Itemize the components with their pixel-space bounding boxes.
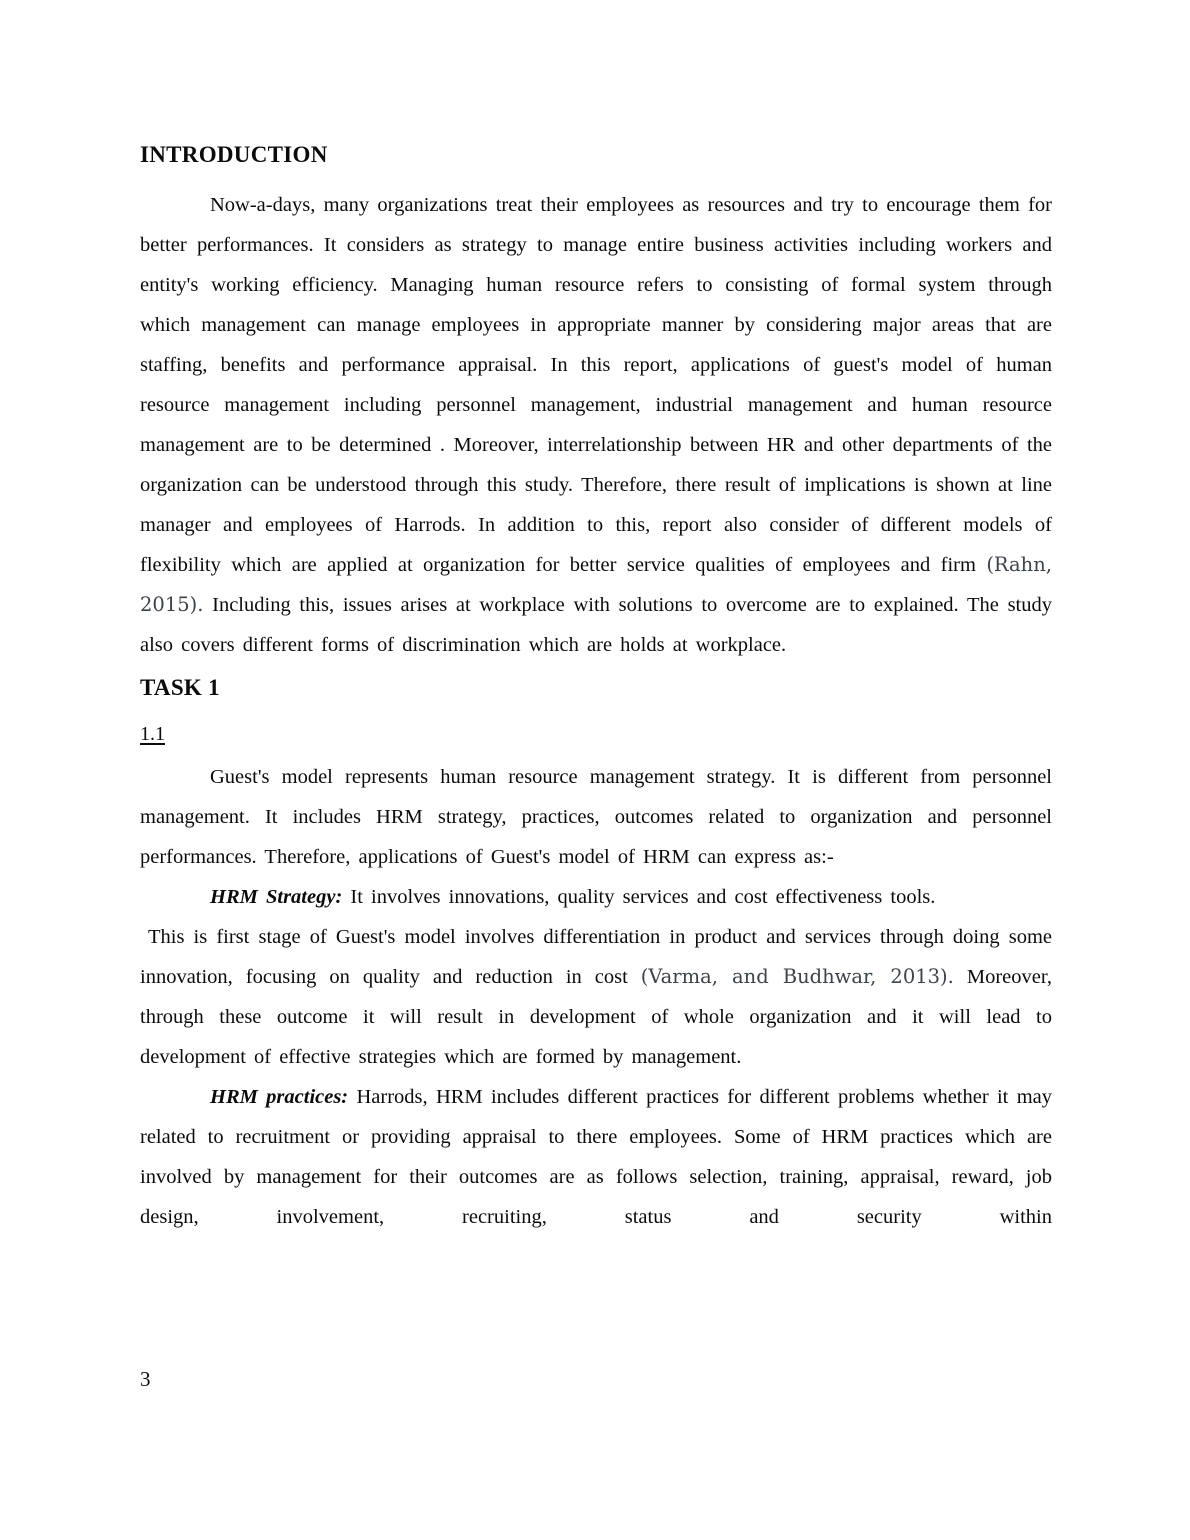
paragraph-hrm-practices (140, 1077, 1052, 1237)
paragraph-first-stage (140, 917, 1052, 1077)
paragraph-introduction (140, 185, 1052, 665)
paragraph-guests-model (140, 757, 1052, 877)
text-run: Harrods, HRM includes different practices for different problems whether it may related to recruitment or providing appraisal to there employees. Some of HRM practices which are involved by management for their outcomes are as follows selection, training, appraisal, reward, job design, involvement, recruiting, status and security within (140, 1086, 1052, 1228)
citation-rahn-2015: (Rahn, 2015). (140, 553, 1052, 616)
text-run: This is first stage of Guest's model involves differentiation in product and services through doing some innovation, focusing on quality and reduction in cost (140, 926, 1052, 988)
text-run: Now-a-days, many organizations treat their employees as resources and try to encourage them for better performances. It considers as strategy to manage entire business activities including workers and entity's working efficiency. Managing human resource refers to consisting of formal system through which management can manage employees in appropriate manner by considering major areas that are staffing, benefits and performance appraisal. In this report, applications of guest's model of human resource management including personnel management, industrial management and human resource management are to be determined . Moreover, interrelationship between HR and other departments of the organization can be understood through this study. Therefore, there result of implications is shown at line manager and employees of Harrods. In addition to this, report also consider of different models of flexibility which are applied at organization for better service qualities of employees and firm (140, 194, 1052, 576)
paragraph-hrm-strategy (140, 877, 1052, 917)
page-content (140, 140, 1052, 1237)
hrm-strategy-label: HRM Strategy: (210, 886, 343, 908)
text-run: Guest's model represents human resource management strategy. It is different from personnel management. It includes HRM strategy, practices, outcomes related to organization and personnel performances. Therefore, applications of Guest's model of HRM can express as:- (140, 766, 1052, 868)
hrm-practices-label: HRM practices: (210, 1086, 349, 1108)
citation-varma-budhwar-2013: (Varma, and Budhwar, 2013). (640, 965, 954, 988)
heading-introduction: INTRODUCTION (140, 142, 328, 167)
text-run: Moreover, through these outcome it will result in development of whole organization and it will lead to development of effective strategies which are formed by management. (140, 966, 1053, 1068)
heading-task-1: TASK 1 (140, 675, 220, 700)
heading-subsection-1-1: 1.1 (140, 723, 165, 745)
text-run: Including this, issues arises at workplace with solutions to overcome are to explained. The study also covers different forms of discrimination which are holds at workplace. (140, 594, 1052, 656)
text-run: It involves innovations, quality services and cost effectiveness tools. (342, 886, 936, 908)
page-number: 3 (140, 1367, 151, 1391)
